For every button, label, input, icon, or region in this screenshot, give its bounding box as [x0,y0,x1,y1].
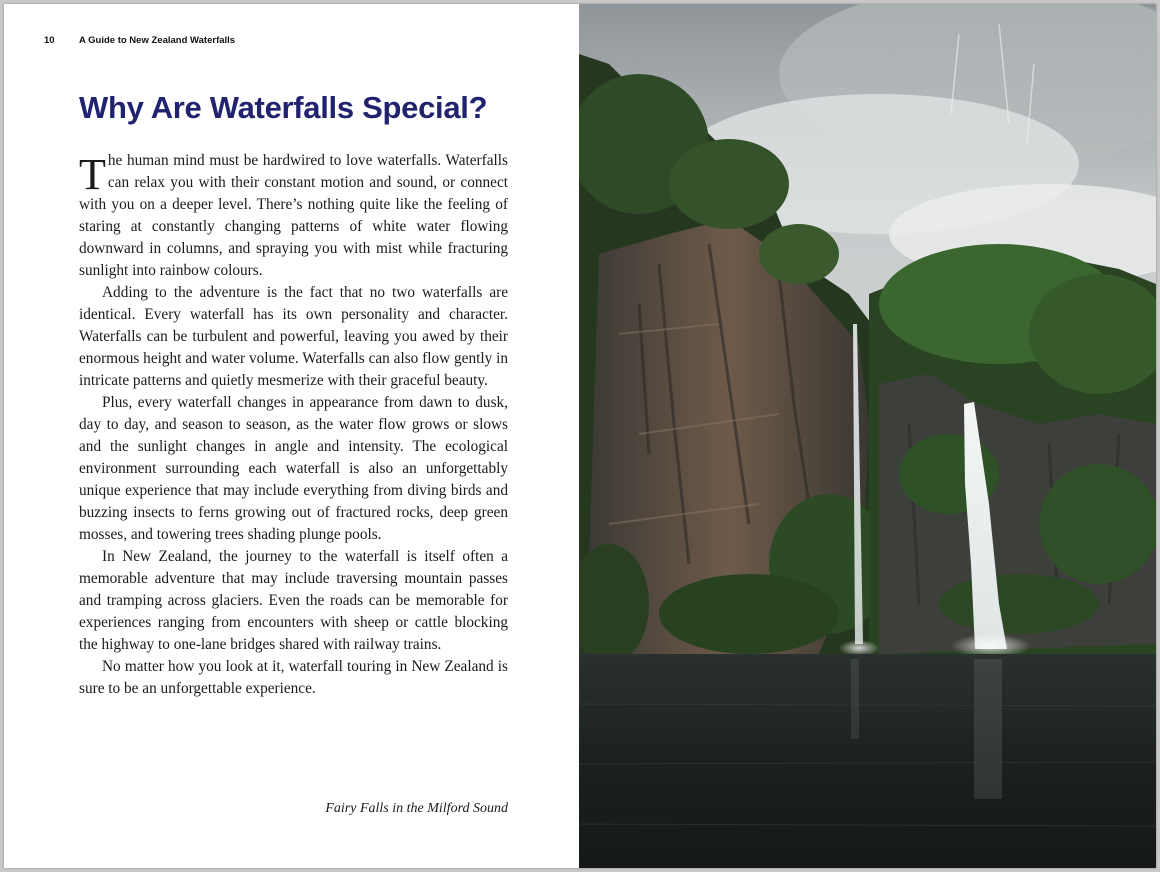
paragraph-5: No matter how you look at it, waterfall touring in New Zealand is sure to be an unforgettable experience. [79,658,508,697]
paragraph-1 [79,150,508,282]
article-body [79,150,508,700]
book-spread [4,4,1156,868]
paragraph-3: Plus, every waterfall changes in appearance from dawn to dusk, day to day, and season to season, as the water flow grows or slows and the sunlight changes in angle and intensity. The ecological environment surrounding each waterfall is also an unforgettably unique experience that may include everything from diving birds and buzzing insects to ferns growing out of fractured rocks, deep green mosses, and towering trees shading plunge pools. [79,394,508,543]
photo-caption: Fairy Falls in the Milford Sound [325,801,508,816]
drop-cap: T [79,150,106,199]
left-page [4,4,579,868]
waterfall-photo [579,4,1156,868]
lake-water [579,654,1156,868]
running-header [44,35,235,46]
paragraph-4: In New Zealand, the journey to the waterfall is itself often a memorable adventure that may include traversing mountain passes and tramping across glaciers. Even the roads can be memorable for experiences ranging from encounters with sheep or cattle blocking the highway to one-lane bridges shared with railway trains. [79,548,508,653]
book-title: A Guide to New Zealand Waterfalls [79,35,236,46]
page-number: 10 [44,35,55,46]
page-title: Why Are Waterfalls Special? [79,90,488,125]
paragraph-1-text: he human mind must be hardwired to love waterfalls. Waterfalls can relax you with their constant motion and sound, or connect with you on a deeper level. There’s nothing quite like the feeling of staring at constantly changing patterns of white water flowing downward in columns, and spraying you with mist while fracturing sunlight into rainbow colours. [79,152,508,279]
paragraph-2: Adding to the adventure is the fact that no two waterfalls are identical. Every waterfall has its own personality and character. Waterfalls can be turbulent and powerful, leaving you awed by their enormous height and water volume. Waterfalls can also flow gently in intricate patterns and quietly mesmerize with their graceful beauty. [79,284,508,389]
